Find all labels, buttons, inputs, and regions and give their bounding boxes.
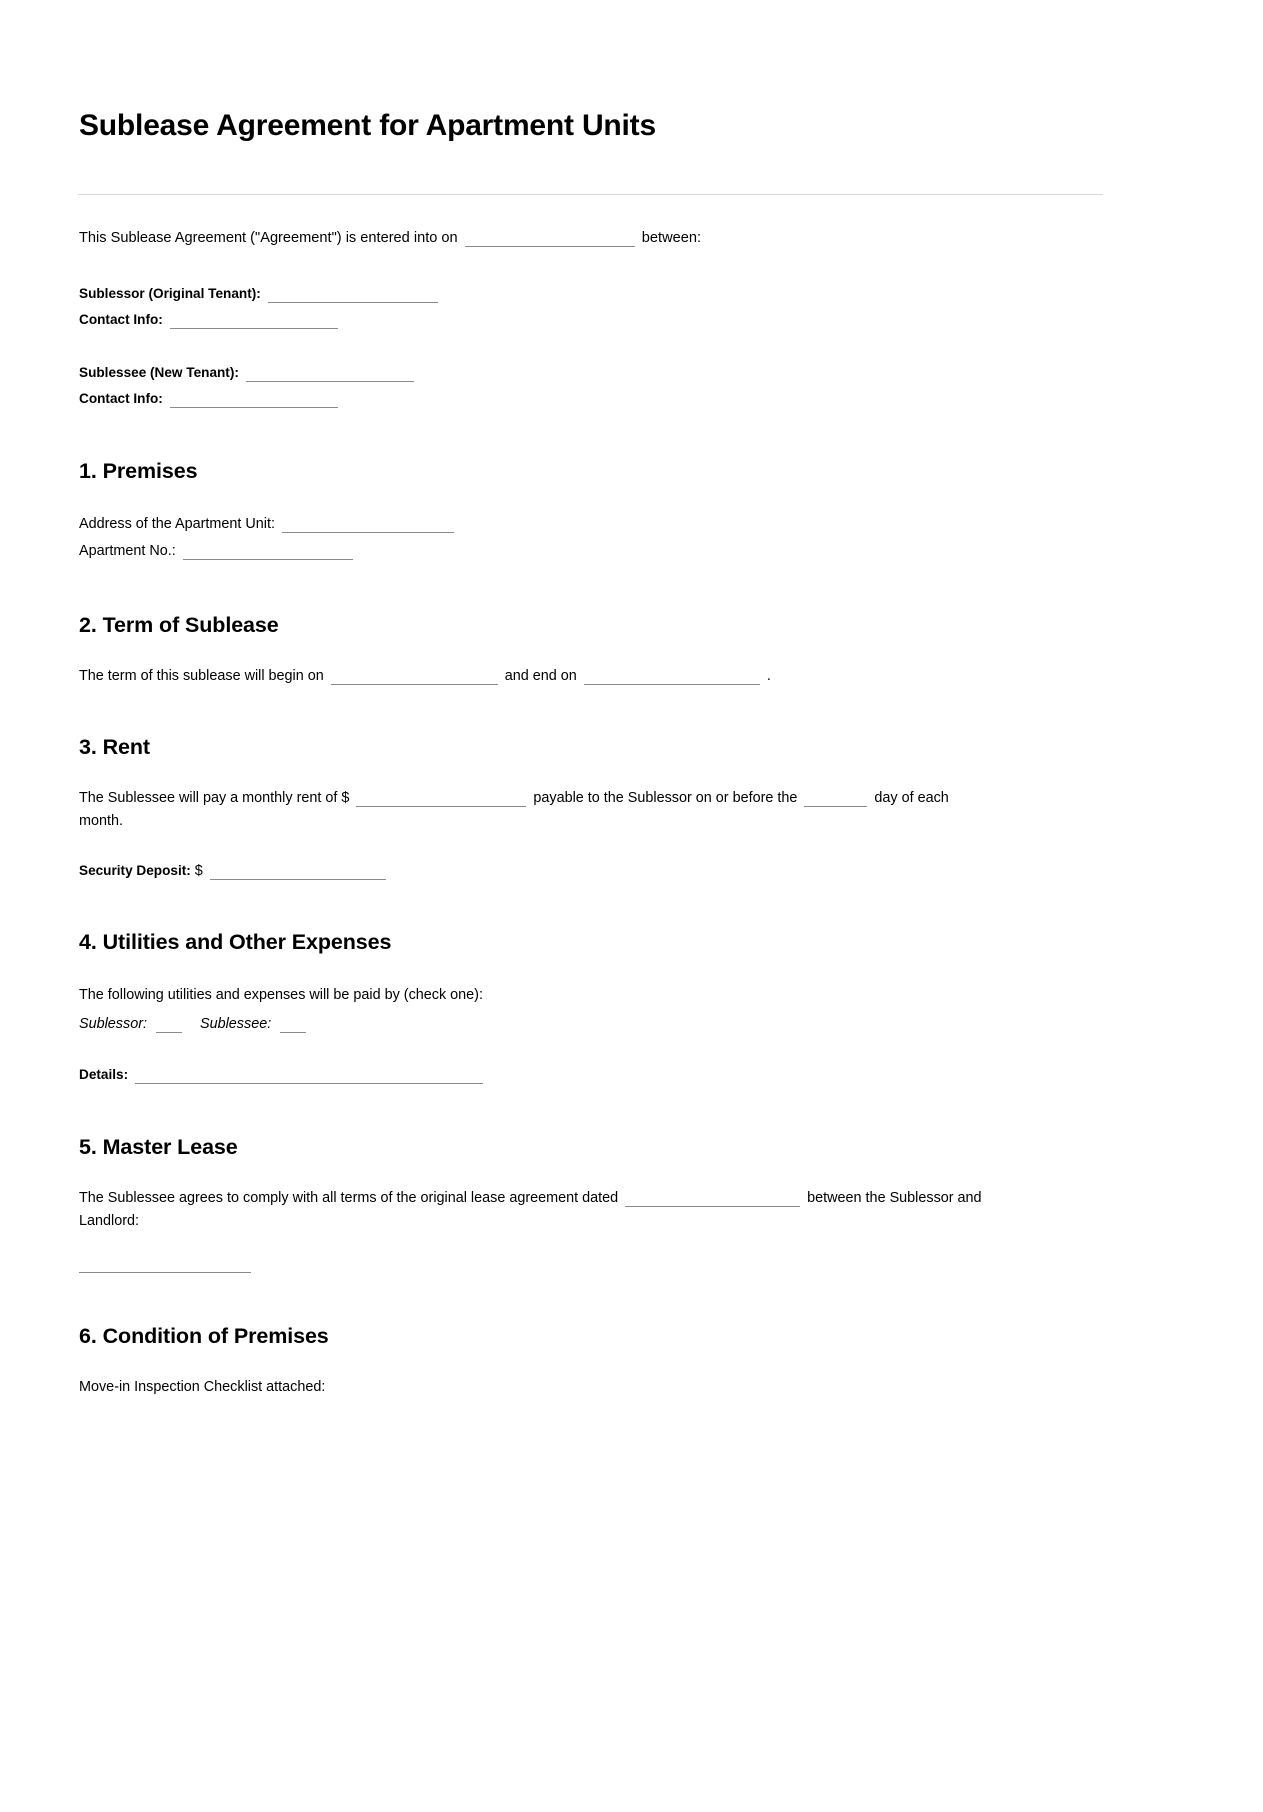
master-lease-text-before: The Sublessee agrees to comply with all terms of the original lease agreement dated	[79, 1189, 619, 1206]
utilities-details-label: Details:	[79, 1067, 129, 1083]
apartment-no-label: Apartment No.:	[79, 543, 176, 560]
section-heading-term: 2. Term of Sublease	[79, 612, 279, 637]
section-heading-premises: 1. Premises	[79, 459, 198, 484]
section-body-condition	[79, 1376, 993, 1399]
rent-due-day-blank[interactable]	[804, 806, 867, 807]
utilities-details-blank[interactable]	[135, 1083, 483, 1084]
sublessee-row	[79, 360, 993, 386]
master-lease-continuation-row	[79, 1253, 993, 1276]
term-text-before: The term of this sublease will begin on	[79, 667, 324, 684]
master-lease-date-blank[interactable]	[625, 1206, 800, 1207]
title-divider	[78, 194, 1103, 195]
sublessee-label: Sublessee (New Tenant):	[79, 364, 239, 380]
utilities-sublessee-label: Sublessee:	[200, 1016, 272, 1033]
rent-text-before: The Sublessee will pay a monthly rent of $	[79, 789, 350, 806]
apartment-no-row	[79, 538, 993, 565]
section-body-premises	[79, 511, 993, 566]
term-text-middle: and end on	[504, 667, 577, 684]
intro-text-before: This Sublease Agreement ("Agreement") is entered into on	[79, 230, 458, 246]
rent-text-middle: payable to the Sublessor on or before the	[533, 789, 798, 806]
utilities-sublessee-checkbox-blank[interactable]	[280, 1032, 306, 1033]
section-body-master-lease	[79, 1187, 993, 1277]
intro-paragraph	[79, 228, 993, 249]
sublessee-contact-row	[79, 386, 993, 412]
sublessor-label: Sublessor (Original Tenant):	[79, 286, 261, 302]
section-heading-rent: 3. Rent	[79, 735, 150, 760]
move-in-checklist-text: Move-in Inspection Checklist attached:	[79, 1378, 326, 1395]
security-deposit-row	[79, 860, 993, 883]
apartment-address-blank[interactable]	[282, 532, 454, 533]
apartment-address-label: Address of the Apartment Unit:	[79, 516, 275, 533]
section-body-utilities	[79, 982, 993, 1039]
security-deposit-label: Security Deposit:	[79, 862, 191, 878]
master-lease-landlord-blank[interactable]	[79, 1272, 251, 1273]
utilities-sublessor-checkbox-blank[interactable]	[156, 1032, 182, 1033]
utilities-intro: The following utilities and expenses will be paid by (check one):	[79, 986, 483, 1003]
apartment-address-row	[79, 511, 993, 538]
sublessor-party-block	[79, 281, 993, 334]
sublessee-party-block	[79, 360, 993, 413]
rent-text-after: day of each month.	[79, 789, 949, 830]
sublessee-name-blank[interactable]	[246, 381, 414, 382]
monthly-rent-blank[interactable]	[356, 806, 526, 807]
utilities-sublessor-label: Sublessor:	[79, 1016, 147, 1033]
sublessor-contact-row	[79, 307, 993, 333]
section-body-term	[79, 665, 993, 688]
section-body-rent	[79, 787, 993, 834]
page-title: Sublease Agreement for Apartment Units	[79, 109, 656, 142]
sublessor-contact-blank[interactable]	[170, 328, 338, 329]
sublessor-contact-label: Contact Info:	[79, 312, 163, 328]
section-heading-utilities: 4. Utilities and Other Expenses	[79, 929, 392, 954]
utilities-payer-row	[79, 1011, 993, 1038]
sublessee-contact-blank[interactable]	[170, 407, 338, 408]
sublessee-contact-label: Contact Info:	[79, 390, 163, 406]
utilities-details-row	[79, 1064, 993, 1087]
security-deposit-blank[interactable]	[210, 879, 386, 880]
master-lease-text-after: between the Sublessor and Landlord:	[79, 1189, 982, 1229]
term-end-date-blank[interactable]	[584, 684, 760, 685]
security-deposit-currency: $	[194, 862, 203, 879]
term-begin-date-blank[interactable]	[331, 684, 498, 685]
agreement-date-blank[interactable]	[465, 246, 635, 247]
section-heading-master-lease: 5. Master Lease	[79, 1134, 238, 1159]
sublessor-row	[79, 281, 993, 307]
term-text-after: .	[766, 667, 771, 684]
apartment-no-blank[interactable]	[183, 559, 353, 560]
sublessor-name-blank[interactable]	[268, 302, 438, 303]
intro-text-after: between:	[641, 230, 702, 246]
section-heading-condition: 6. Condition of Premises	[79, 1323, 329, 1348]
